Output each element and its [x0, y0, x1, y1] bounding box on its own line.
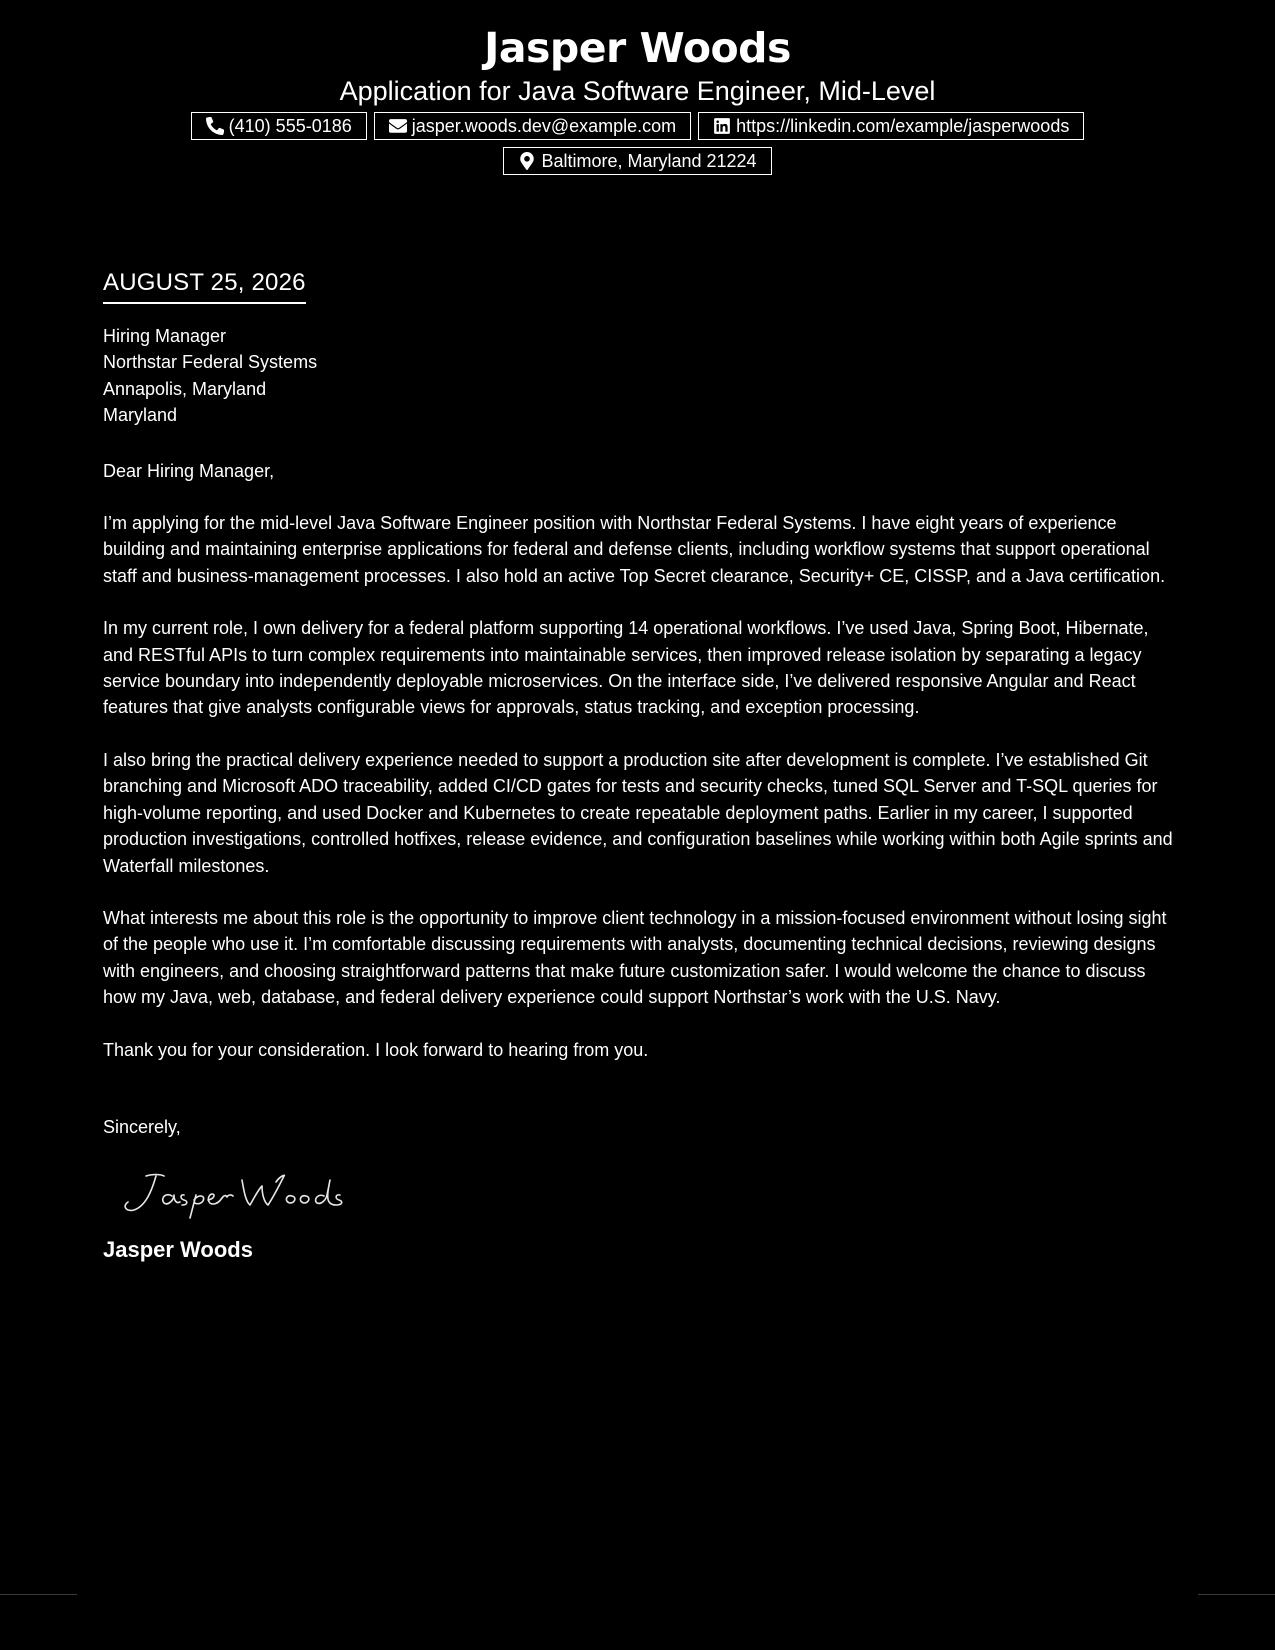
linkedin-text: https://linkedin.com/example/jasperwoods — [736, 116, 1070, 136]
letter-date: AUGUST 25, 2026 — [103, 266, 306, 304]
footer-divider-right — [1198, 1594, 1275, 1595]
letter-header — [0, 22, 1275, 175]
signoff: Sincerely, — [103, 1116, 181, 1137]
envelope-icon — [389, 117, 407, 135]
signer-name: Jasper Woods — [103, 1237, 253, 1263]
letter-body — [103, 266, 1178, 1264]
signature-image — [116, 1162, 356, 1224]
email-contact[interactable] — [374, 112, 691, 140]
location-text: Baltimore, Maryland 21224 — [541, 151, 757, 171]
footer-divider-left — [0, 1594, 77, 1595]
paragraph-interest: What interests me about this role is the opportunity to improve client technology in a mission-focused environment without losing sight of the people who use it. I’m comfortable discussing requirements with analysts, documenting technical decisions, reviewing designs with engineers, and choosing straightforward patterns that make future customization safer. I would welcome the chance to discuss how my Java, web, database, and federal delivery experience could support Northstar’s work with the U.S. Navy. — [103, 907, 1167, 1008]
phone-text: (410) 555-0186 — [228, 116, 352, 136]
paragraph-intro: I’m applying for the mid-level Java Software Engineer position with Northstar Federal Systems. I have eight years of experience building and maintaining enterprise applications for federal and defense clients, including workflow systems that support operational staff and business-management processes. I also hold an active Top Secret clearance, Security+ CE, CISSP, and a Java certification. — [103, 513, 1166, 586]
handwritten-signature — [116, 1162, 1178, 1224]
linkedin-icon — [713, 117, 731, 135]
closing-sentence: Thank you for your consideration. I look forward to hearing from you. — [103, 1039, 649, 1060]
recipient-title: Hiring Manager — [103, 326, 227, 346]
recipient-block — [103, 323, 1178, 429]
paragraph-delivery: I also bring the practical delivery experience needed to support a production site after development is complete. I’ve established Git branching and Microsoft ADO traceability, added CI/CD gates for tests and security checks, tuned SQL Server and T-SQL queries for high-volume reporting, and used Docker and Kubernetes to create repeatable deployment paths. Earlier in my career, I supported production investigations, controlled hotfixes, release evidence, and configuration baselines while working within both Agile sprints and Waterfall milestones. — [103, 749, 1173, 876]
applicant-name: Jasper Woods — [484, 24, 791, 72]
contact-row-primary — [0, 112, 1275, 140]
salutation: Dear Hiring Manager, — [103, 460, 275, 481]
recipient-city: Annapolis, Maryland — [103, 378, 267, 399]
phone-icon — [206, 117, 224, 135]
phone-contact[interactable] — [191, 112, 367, 140]
contact-row-secondary — [0, 147, 1275, 175]
map-pin-icon — [518, 152, 536, 170]
email-text: jasper.woods.dev@example.com — [411, 116, 677, 136]
application-subtitle: Application for Java Software Engineer, Mid-Level — [339, 76, 936, 106]
recipient-state: Maryland — [103, 405, 178, 426]
paragraph-current-role: In my current role, I own delivery for a federal platform supporting 14 operational workflows. I’ve used Java, Spring Boot, Hibernate, and RESTful APIs to turn complex requirements into maintainable services, then improved release isolation by separating a legacy service boundary into independently deployable microservices. On the interface side, I’ve delivered responsive Angular and React features that give analysts configurable views for approvals, status tracking, and exception processing. — [103, 618, 1149, 718]
location-contact — [503, 147, 771, 175]
recipient-company: Northstar Federal Systems — [103, 352, 318, 373]
linkedin-contact[interactable] — [698, 112, 1084, 140]
